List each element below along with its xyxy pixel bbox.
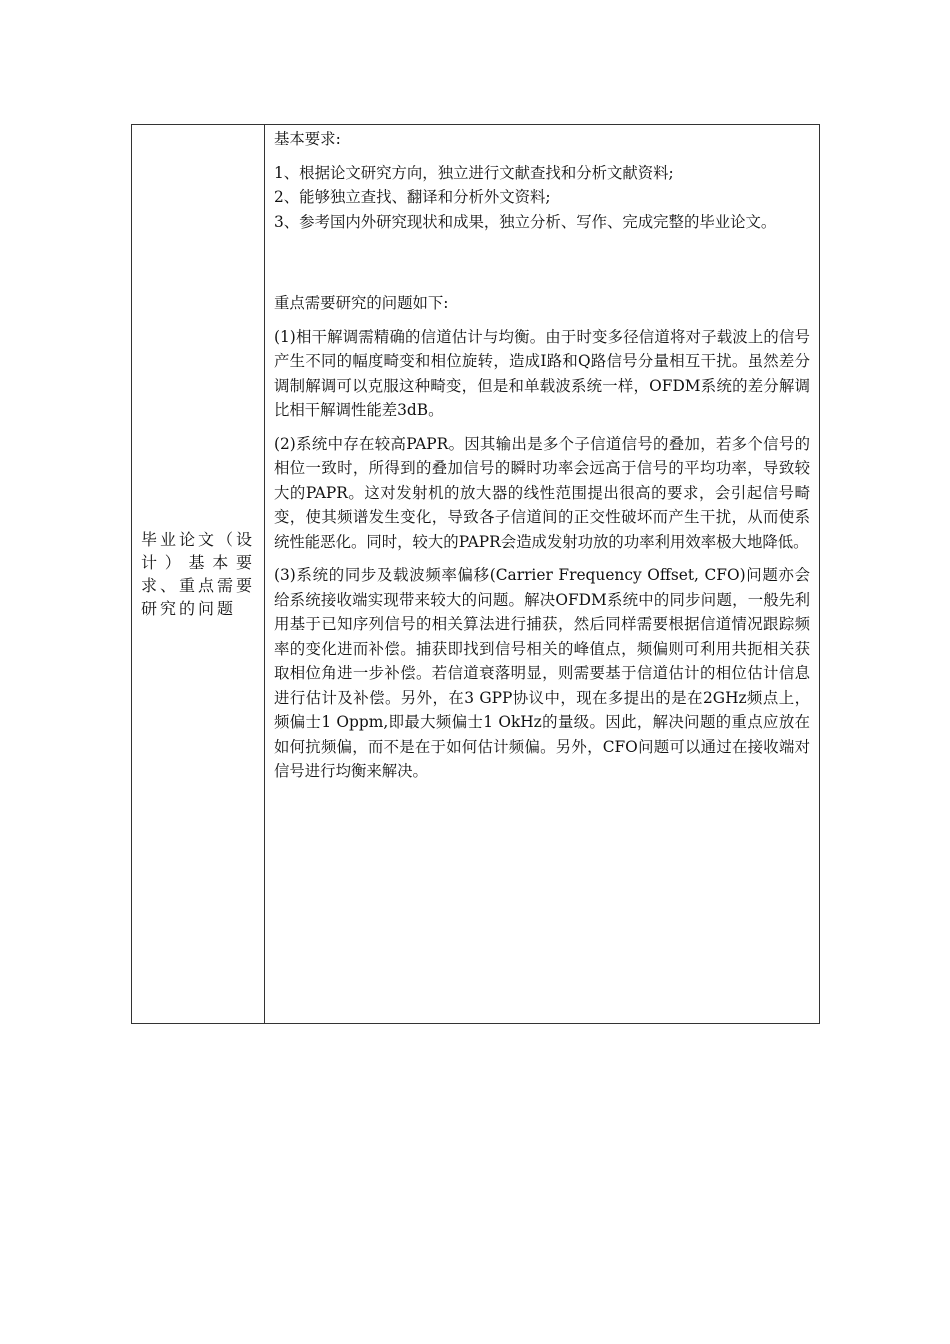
key-issues-title: 重点需要研究的问题如下: — [274, 294, 449, 312]
content-cell — [265, 125, 819, 1023]
key-issue-item: (2)系统中存在较高PAPR。因其输出是多个子信道信号的叠加，若多个信号的相位一致时，所得到的叠加信号的瞬时功率会远高于信号的平均功率，导致较大的PAPR。这对发射机的放大器的线性范围提出很高的要求，会引起信号畸变，使其频谱发生变化，导致各子信道间的正交性破坏而产生干扰，从而使系统性能恶化。同时，较大的PAPR会造成发射功放的功率利用效率极大地降低。 — [274, 434, 810, 551]
label-cell — [132, 125, 265, 1023]
requirement-item: 3、参考国内外研究现状和成果，独立分析、写作、完成完整的毕业论文。 — [274, 212, 777, 231]
key-issue-item: (3)系统的同步及载波频率偏移(Carrier Frequency Offset, CFO)问题亦会给系统接收端实现带来较大的问题。解决OFDM系统中的同步问题，一般先利用基于已知序列信号的相关算法进行捕获，然后同样需要根据信道情况跟踪频率的变化进而补偿。捕获即找到信号相关的峰值点，频偏则可利用共扼相关获取相位角进一步补偿。若信道衰落明显，则需要基于信道估计的相位估计信息进行估计及补偿。另外，在3 GPP协议中，现在多提出的是在2GHz频点上，频偏士1 Oppm,即最大频偏士1 OkHz的量级。因此，解决问题的重点应放在如何抗频偏，而不是在于如何估计频偏。另外，CFO问题可以通过在接收端对信号进行均衡来解决。 — [274, 566, 810, 780]
requirement-item: 2、能够独立查找、翻译和分析外文资料; — [274, 188, 551, 206]
spacer — [274, 234, 810, 291]
row-label: 毕业论文（设计）基本要求、重点需要研究的问题 — [141, 530, 256, 618]
requirements-table — [131, 124, 820, 1024]
key-issue-item: (1)相干解调需精确的信道估计与均衡。由于时变多径信道将对子载波上的信号产生不同的幅度畸变和相位旋转，造成I路和Q路信号分量相互干扰。虽然差分调制解调可以克服这种畸变，但是和单载波系统一样，OFDM系统的差分解调比相干解调性能差3dB。 — [274, 327, 810, 419]
basic-requirements-title: 基本要求: — [274, 130, 341, 148]
requirement-item: 1、根据论文研究方向，独立进行文献查找和分析文献资料; — [274, 163, 674, 182]
